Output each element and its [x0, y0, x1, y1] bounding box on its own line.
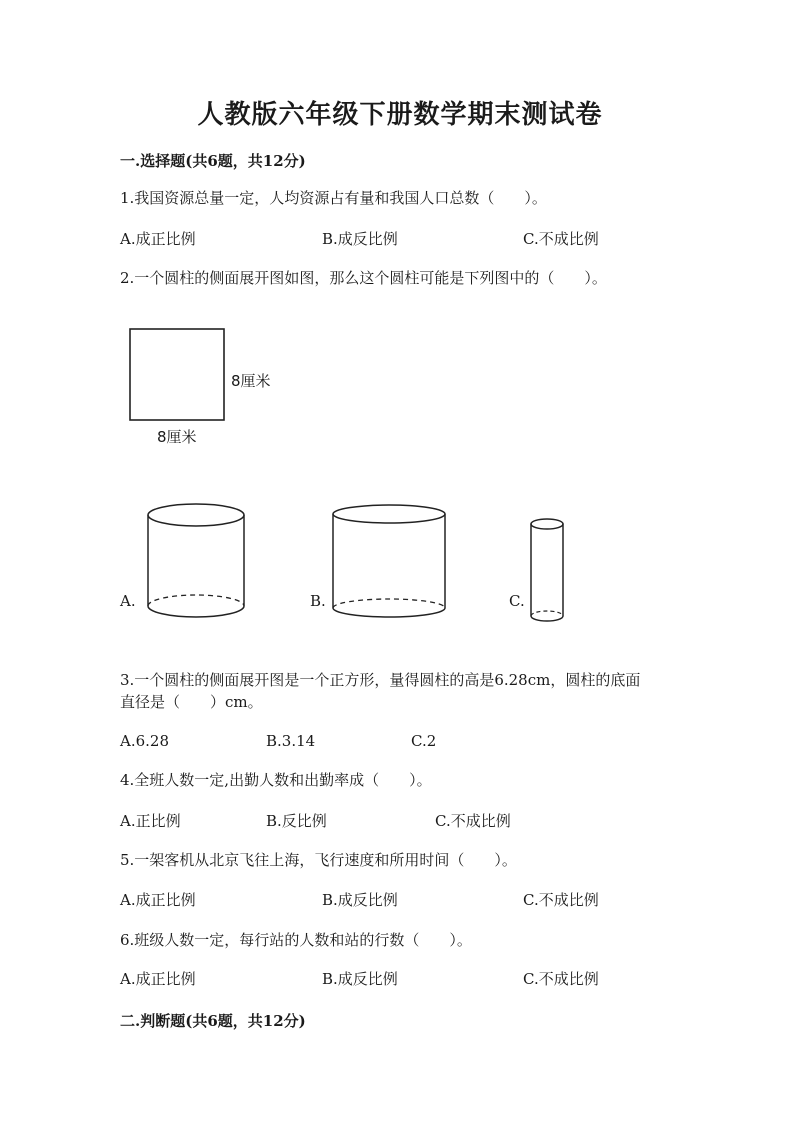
cylinder-c	[531, 519, 563, 621]
q2-option-a[interactable]: A.	[120, 592, 136, 610]
question-2: 2.一个圆柱的侧面展开图如图，那么这个圆柱可能是下列图中的（ ）。	[120, 269, 607, 287]
question-3-line-2: 直径是（ ）cm。	[120, 693, 263, 711]
q6-option-c[interactable]: C.不成比例	[523, 970, 599, 988]
question-6: 6.班级人数一定，每行站的人数和站的行数（ ）。	[120, 931, 472, 949]
q1-option-c[interactable]: C.不成比例	[523, 230, 599, 248]
q6-option-b[interactable]: B.成反比例	[322, 970, 398, 988]
q5-option-c[interactable]: C.不成比例	[523, 891, 599, 909]
square-bottom-label: 8厘米	[157, 428, 197, 446]
q2-option-c[interactable]: C.	[509, 592, 525, 610]
q3-option-c[interactable]: C.2	[411, 732, 437, 750]
q1-option-b[interactable]: B.成反比例	[322, 230, 398, 248]
q3-option-a[interactable]: A.6.28	[120, 732, 169, 750]
q3-option-b[interactable]: B.3.14	[266, 732, 316, 750]
q1-option-a[interactable]: A.成正比例	[120, 230, 196, 248]
q4-option-b[interactable]: B.反比例	[266, 812, 327, 830]
section-heading-judgement: 二.判断题(共6题，共12分)	[120, 1012, 306, 1030]
q5-option-a[interactable]: A.成正比例	[120, 891, 196, 909]
question-5: 5.一架客机从北京飞往上海，飞行速度和所用时间（ ）。	[120, 851, 517, 869]
cylinder-b	[333, 505, 445, 617]
question-3-line-1: 3.一个圆柱的侧面展开图是一个正方形，量得圆柱的高是6.28cm，圆柱的底面	[120, 671, 641, 689]
q2-option-b[interactable]: B.	[310, 592, 326, 610]
page-title: 人教版六年级下册数学期末测试卷	[197, 100, 603, 130]
q6-option-a[interactable]: A.成正比例	[120, 970, 196, 988]
q4-option-c[interactable]: C.不成比例	[435, 812, 511, 830]
q4-option-a[interactable]: A.正比例	[120, 812, 181, 830]
square-side-label: 8厘米	[231, 372, 271, 390]
question-4: 4.全班人数一定,出勤人数和出勤率成（ ）。	[120, 771, 432, 789]
section-heading-choice: 一.选择题(共6题，共12分)	[120, 152, 306, 170]
cylinder-a	[148, 504, 244, 617]
unfolded-square	[130, 329, 224, 420]
question-1: 1.我国资源总量一定，人均资源占有量和我国人口总数（ ）。	[120, 189, 547, 207]
q5-option-b[interactable]: B.成反比例	[322, 891, 398, 909]
